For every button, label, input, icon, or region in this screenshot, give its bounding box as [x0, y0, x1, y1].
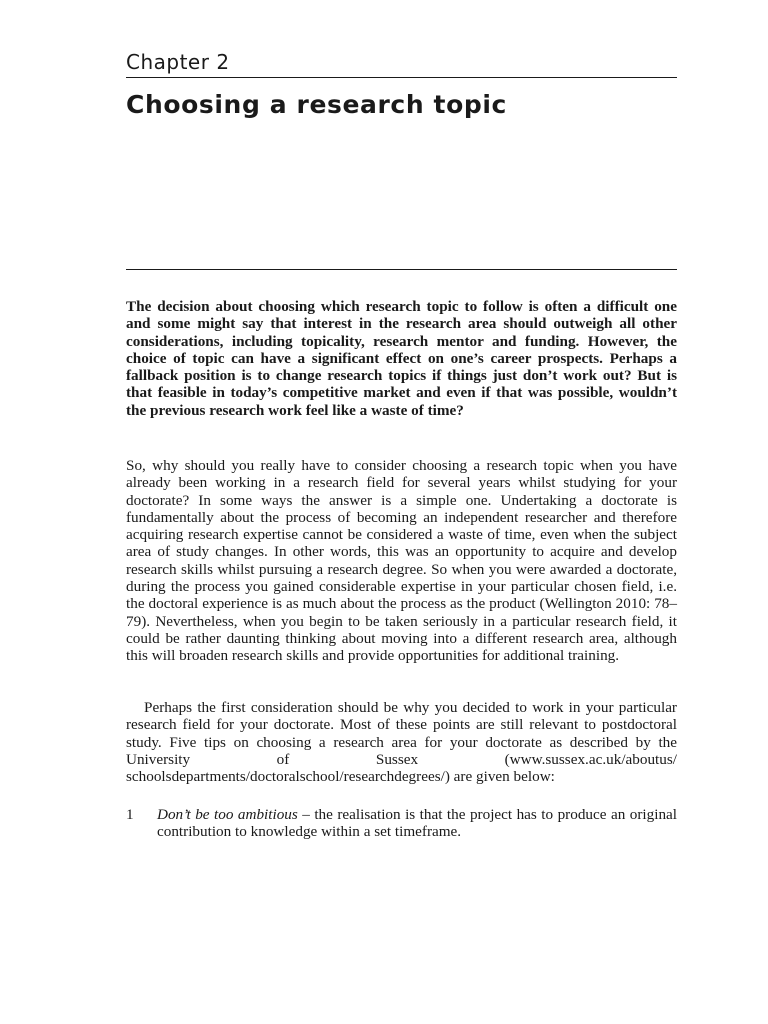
list-item-number: 1 [126, 806, 134, 823]
tips-list [126, 806, 677, 841]
body-paragraph: So, why should you really have to consider choosing a research topic when you have already been working in a research field for several years whilst studying for your doctorate? In some ways the answer is a simple one. Undertaking a doctorate is fundamentally about the process of becoming an independent researcher and therefore acquiring research expertise cannot be considered a waste of time, even when the subject area of study changes. In other words, this was an opportunity to acquire and develop research skills whilst pursuing a research degree. So when you were awarded a doctorate, during the process you gained considerable expertise in your particular chosen field, i.e. the doctoral experience is as much about the process as the product (Wellington 2010: 78–79). Nevertheless, when you begin to be taken seriously in a particular research field, it could be rather daunting thinking about moving into a different research area, although this will broaden research skills and provide opportunities for additional training. [126, 457, 677, 665]
chapter-title: Choosing a research topic [126, 90, 507, 119]
chapter-rule-top [126, 77, 677, 78]
list-item-emphasis: Don’t be too ambitious [157, 806, 298, 823]
list-item [126, 806, 677, 841]
chapter-label: Chapter 2 [126, 50, 230, 74]
chapter-abstract: The decision about choosing which research topic to follow is often a difficult one and some might say that interest in the research area should outweigh all other considerations, including topicality, research mentor and funding. However, the choice of topic can have a significant effect on one’s career prospects. Perhaps a fallback position is to change research topics if things just don’t work out? But is that feasible in today’s competitive market and even if that was possible, wouldn’t the previous research work feel like a waste of time? [126, 298, 677, 419]
list-item-text: – the realisation is that the project has to produce an original contribution to knowledge within a set timeframe. [157, 806, 677, 841]
chapter-rule-bottom [126, 269, 677, 270]
body-paragraph: Perhaps the first consideration should be why you decided to work in your particular research field for your doctorate. Most of these points are still relevant to postdoctoral study. Five tips on choosing a research area for your doctorate as described by the University of Sussex (www.sussex.ac.uk/aboutus/ schoolsdepartments/doctoralschool/researchdegrees/) are given below: [126, 699, 677, 786]
